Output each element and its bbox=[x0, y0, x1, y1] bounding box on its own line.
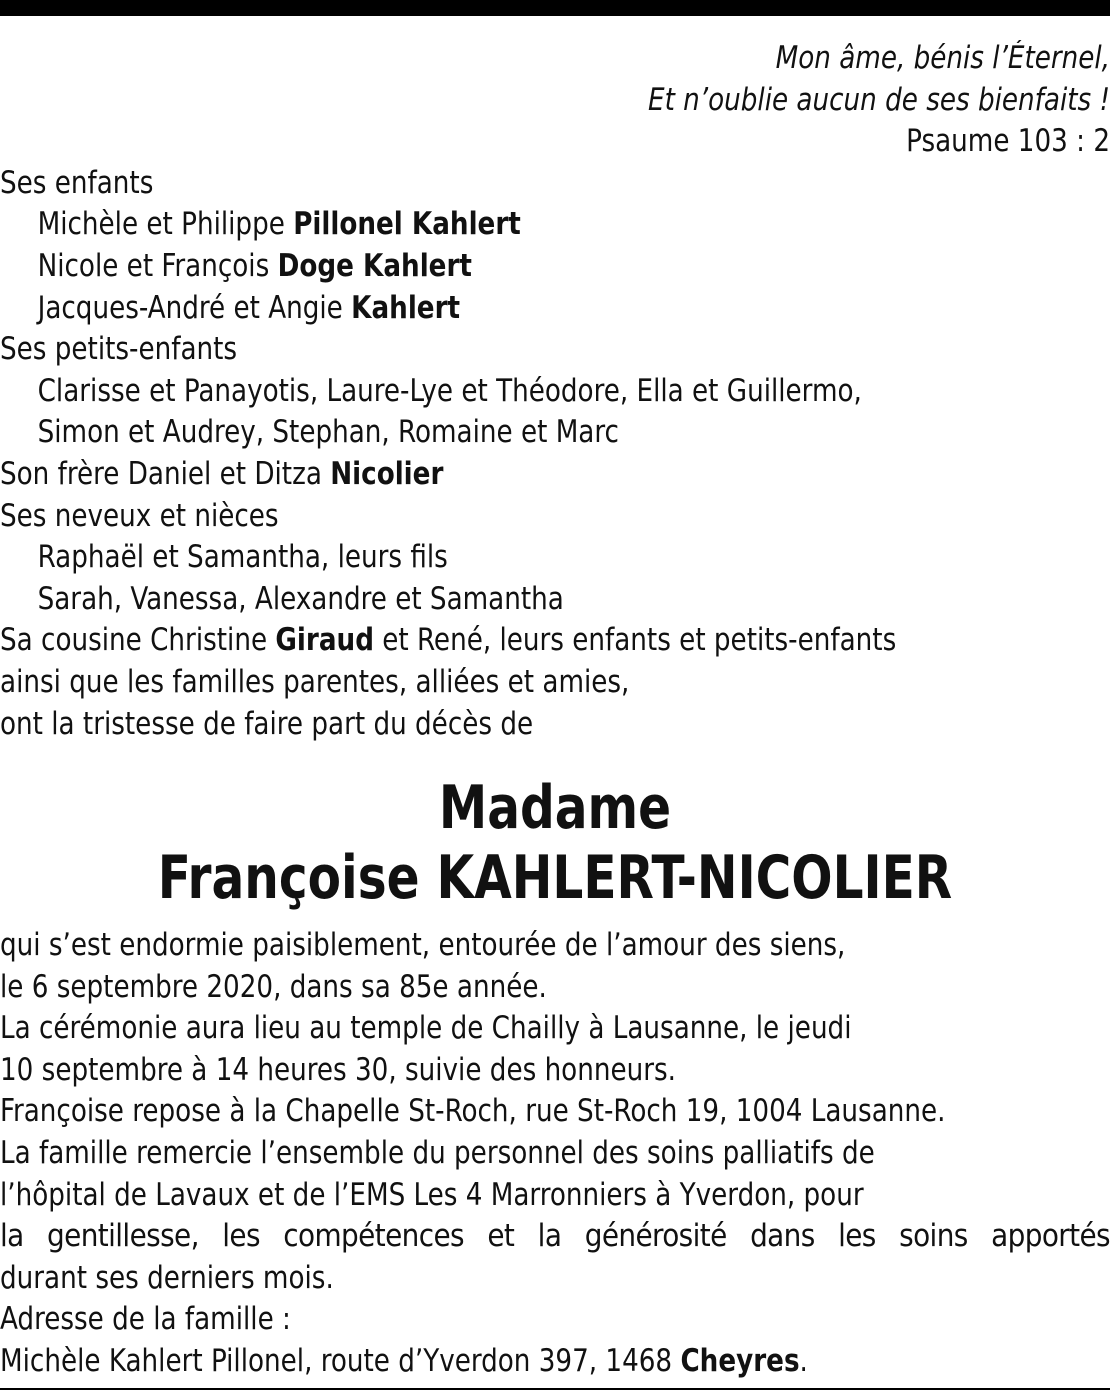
body-justified-line bbox=[0, 1216, 1110, 1258]
body-line: Françoise repose à la Chapelle St-Roch, rue St-Roch 19, 1004 Lausanne. bbox=[0, 1093, 946, 1130]
child-surname: Kahlert bbox=[351, 289, 461, 326]
grandchildren-heading: Ses petits-enfants bbox=[0, 331, 238, 368]
verse-reference: Psaume 103 : 2 bbox=[906, 123, 1110, 160]
deceased-title: Madame bbox=[438, 773, 672, 844]
justified-word: la bbox=[537, 1218, 562, 1255]
cousin-surname: Giraud bbox=[275, 622, 374, 659]
announcement-line: ont la tristesse de faire part du décès de bbox=[0, 705, 534, 742]
nephews-heading: Ses neveux et nièces bbox=[0, 497, 279, 534]
obituary-notice bbox=[0, 38, 1110, 1383]
justified-word: apportés bbox=[991, 1218, 1110, 1255]
child-line bbox=[0, 288, 1043, 330]
cousin-line bbox=[0, 620, 1043, 662]
grandchildren-line: Clarisse et Panayotis, Laure-Lye et Théodore, Ella et Guillermo, bbox=[37, 372, 862, 409]
address-end: . bbox=[799, 1343, 808, 1380]
child-surname: Pillonel Kahlert bbox=[293, 206, 521, 243]
nephews-line: Raphaël et Samantha, leurs fils bbox=[37, 539, 448, 576]
child-surname: Doge Kahlert bbox=[277, 247, 472, 284]
address-line bbox=[0, 1341, 1043, 1383]
body-line: qui s’est endormie paisiblement, entourée de l’amour des siens, bbox=[0, 927, 846, 964]
child-names: Michèle et Philippe bbox=[37, 206, 285, 243]
justified-word: compétences bbox=[283, 1218, 464, 1255]
cousin-after: et René, leurs enfants et petits-enfants bbox=[382, 622, 897, 659]
nephews-line: Sarah, Vanessa, Alexandre et Samantha bbox=[37, 580, 564, 617]
body-line: l’hôpital de Lavaux et de l’EMS Les 4 Marronniers à Yverdon, pour bbox=[0, 1176, 864, 1213]
justified-word: générosité bbox=[584, 1218, 727, 1255]
brother-line bbox=[0, 454, 1043, 496]
children-heading: Ses enfants bbox=[0, 164, 154, 201]
justified-word: soins bbox=[899, 1218, 968, 1255]
justified-word: dans bbox=[750, 1218, 815, 1255]
justified-word: la bbox=[0, 1218, 24, 1255]
bottom-rule bbox=[0, 1388, 1110, 1390]
verse-line-2: Et n’oublie aucun de ses bienfaits ! bbox=[648, 81, 1110, 118]
deceased-name: Françoise KAHLERT-NICOLIER bbox=[157, 843, 953, 914]
verse-line-1: Mon âme, bénis l’Éternel, bbox=[775, 40, 1110, 76]
justified-word: gentillesse, bbox=[47, 1218, 199, 1255]
families-line: ainsi que les familles parentes, alliées et amies, bbox=[0, 663, 630, 700]
child-names: Jacques-André et Angie bbox=[37, 289, 343, 326]
body-line: La famille remercie l’ensemble du personnel des soins palliatifs de bbox=[0, 1135, 875, 1172]
brother-text: Son frère Daniel et Ditza bbox=[0, 455, 322, 492]
deceased-name-block bbox=[0, 773, 1110, 913]
body-last-line: durant ses derniers mois. bbox=[0, 1259, 334, 1296]
justified-word: les bbox=[222, 1218, 260, 1255]
grandchildren-line: Simon et Audrey, Stephan, Romaine et Marc bbox=[37, 414, 619, 451]
address-street: Michèle Kahlert Pillonel, route d’Yverdon 397, 1468 bbox=[0, 1343, 673, 1380]
justified-word: les bbox=[838, 1218, 876, 1255]
child-names: Nicole et François bbox=[37, 247, 270, 284]
body-line: le 6 septembre 2020, dans sa 85e année. bbox=[0, 968, 547, 1005]
address-city: Cheyres bbox=[680, 1343, 800, 1380]
child-line bbox=[0, 204, 1043, 246]
top-rule bbox=[0, 0, 1110, 16]
justified-word: et bbox=[487, 1218, 515, 1255]
body-line: La cérémonie aura lieu au temple de Chailly à Lausanne, le jeudi bbox=[0, 1010, 852, 1047]
child-line bbox=[0, 246, 1043, 288]
cousin-before: Sa cousine Christine bbox=[0, 622, 268, 659]
brother-surname: Nicolier bbox=[330, 455, 444, 492]
body-line: 10 septembre à 14 heures 30, suivie des honneurs. bbox=[0, 1051, 676, 1088]
address-heading: Adresse de la famille : bbox=[0, 1301, 291, 1338]
